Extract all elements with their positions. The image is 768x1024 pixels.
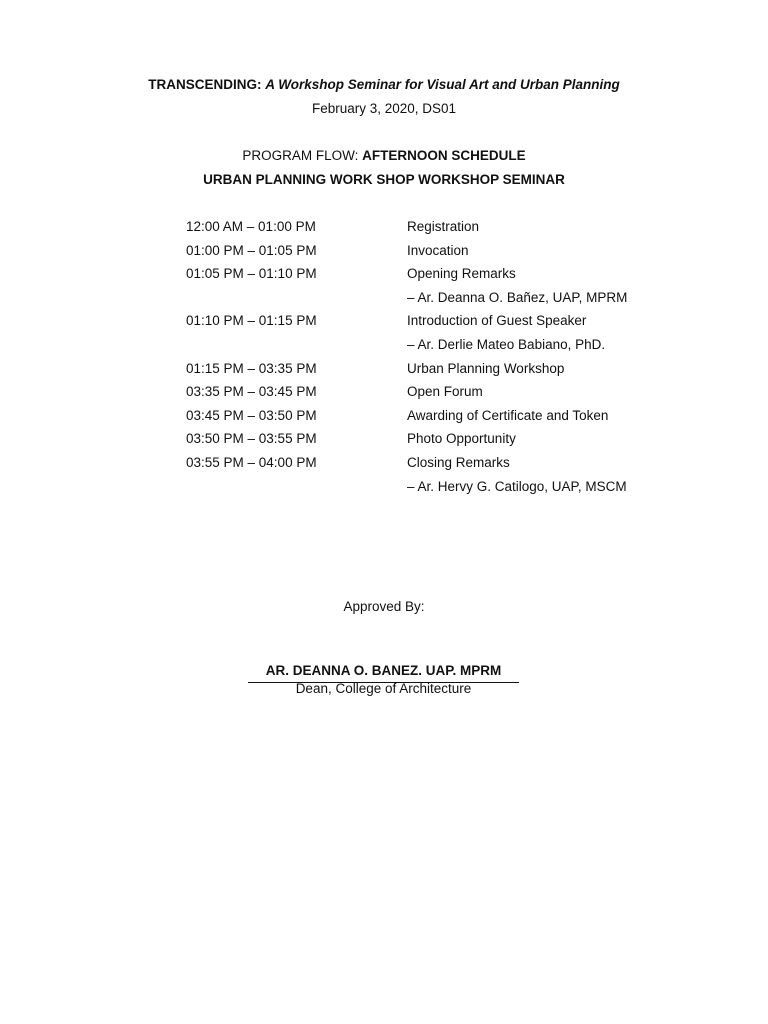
schedule-activity: Registration [407,219,480,234]
schedule-activity: Awarding of Certificate and Token [407,407,609,423]
schedule-activity: Introduction of Guest Speaker [407,313,587,329]
document-title [0,77,768,92]
schedule-row [186,242,666,266]
schedule-row [186,289,666,313]
schedule-row [186,430,666,454]
schedule-speaker: – Ar. Derlie Mateo Babiano, PhD. [407,336,606,352]
schedule-list [186,218,666,501]
schedule-row [186,478,666,502]
program-flow-heading [0,148,768,163]
schedule-activity: Open Forum [407,384,483,400]
schedule-row [186,336,666,360]
schedule-speaker: – Ar. Deanna O. Bañez, UAP, MPRM [407,289,628,305]
schedule-time: 01:15 PM – 03:35 PM [186,360,317,376]
approver-position: Dean, College of Architecture [295,681,472,696]
schedule-time: 03:45 PM – 03:50 PM [186,407,317,423]
schedule-row [186,454,666,478]
schedule-time: 01:00 PM – 01:05 PM [186,242,317,258]
schedule-row [186,265,666,289]
schedule-time: 01:10 PM – 01:15 PM [186,313,317,329]
date-line: February 3, 2020, DS01 [311,101,457,116]
title-italic-part: A Workshop Seminar for Visual Art and Urban Planning [265,77,620,92]
schedule-time: 03:35 PM – 03:45 PM [186,384,317,400]
schedule-activity: Photo Opportunity [407,431,516,447]
schedule-row [186,360,666,384]
schedule-row [186,407,666,431]
program-flow-prefix: PROGRAM FLOW: [242,148,359,163]
schedule-time: 03:55 PM – 04:00 PM [186,454,317,470]
program-flow-schedule: AFTERNOON SCHEDULE [362,148,526,163]
schedule-time: 03:50 PM – 03:55 PM [186,431,317,447]
seminar-subtitle: URBAN PLANNING WORK SHOP WORKSHOP SEMINAR [203,172,565,187]
schedule-activity: Invocation [407,242,469,258]
approver-name: AR. DEANNA O. BANEZ. UAP. MPRM [265,663,502,678]
schedule-speaker: – Ar. Hervy G. Catilogo, UAP, MSCM [407,478,627,494]
schedule-row [186,312,666,336]
approved-by-label: Approved By: [343,599,425,614]
schedule-activity: Urban Planning Workshop [407,360,565,376]
schedule-time: 12:00 AM – 01:00 PM [186,219,316,234]
schedule-activity: Closing Remarks [407,454,510,470]
schedule-row [186,383,666,407]
schedule-row [186,218,666,242]
schedule-time: 01:05 PM – 01:10 PM [186,266,317,282]
title-bold-part: TRANSCENDING: [148,77,262,92]
schedule-activity: Opening Remarks [407,266,516,282]
